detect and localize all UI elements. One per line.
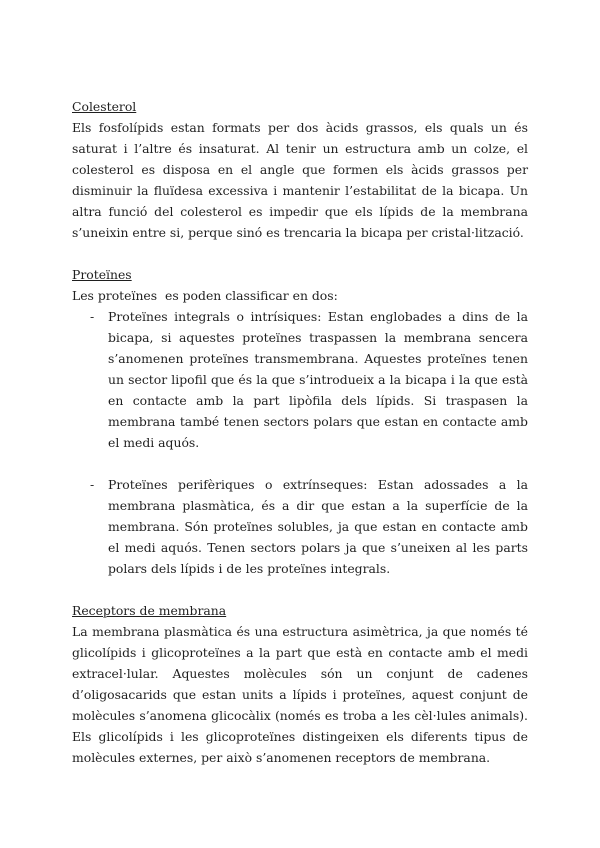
section-heading-colesterol: Colesterol <box>72 99 137 114</box>
document-page <box>72 96 528 768</box>
list-dash: - <box>90 477 95 492</box>
proteines-list <box>72 306 528 579</box>
paragraph-receptors: La membrana plasmàtica és una estructura asimètrica, ja que només té glicolípids i glicoproteïnes a la part que està en contacte amb el medi extracel·lular. Aquestes molècules són un conjunt de cadenes d’oligosacarids que estan units a lípids i proteïnes, aquest conjunt de molècules s’anomena glicocàlix (només es troba a les cèl·lules animals). Els glicolípids i les glicoproteïnes distingeixen els diferents tipus de molècules externes, per això s’anomenen receptors de membrana. <box>72 624 528 765</box>
list-item-text: Proteïnes perifèriques o extrínseques: Estan adossades a la membrana plasmàtica, és a dir que estan a la superfície de la membrana. Són proteïnes solubles, ja que estan en contacte amb el medi aquós. Tenen sectors polars ja que s’uneixen al les parts polars dels lípids i de les proteïnes integrals. <box>108 477 528 576</box>
list-item <box>72 474 528 579</box>
spacer <box>72 453 528 474</box>
spacer <box>72 243 528 264</box>
section-heading-proteines: Proteïnes <box>72 267 132 282</box>
paragraph-colesterol: Els fosfolípids estan formats per dos àcids grassos, els quals un és saturat i l’altre és insaturat. Al tenir un estructura amb un colze, el colesterol es disposa en el angle que formen els àcids grassos per disminuir la fluïdesa excessiva i mantenir l’estabilitat de la bicapa. Un altra funció del colesterol es impedir que els lípids de la membrana s’uneixin entre si, perque sinó es trencaria la bicapa per cristal·lització. <box>72 120 528 240</box>
list-item <box>72 306 528 453</box>
paragraph-proteines-intro: Les proteïnes es poden classificar en dos: <box>72 288 338 303</box>
list-item-text: Proteïnes integrals o intrísiques: Estan englobades a dins de la bicapa, si aquestes proteïnes traspassen la membrana sencera s’anomenen proteïnes transmembrana. Aquestes proteïnes tenen un sector lipofil que és la que s’introdueix a la bicapa i la que està en contacte amb la part lipòfila dels lípids. Si traspasen la membrana també tenen sectors polars que estan en contacte amb el medi aquós. <box>108 309 528 450</box>
spacer <box>72 579 528 600</box>
list-dash: - <box>90 309 95 324</box>
section-heading-receptors: Receptors de membrana <box>72 603 227 618</box>
